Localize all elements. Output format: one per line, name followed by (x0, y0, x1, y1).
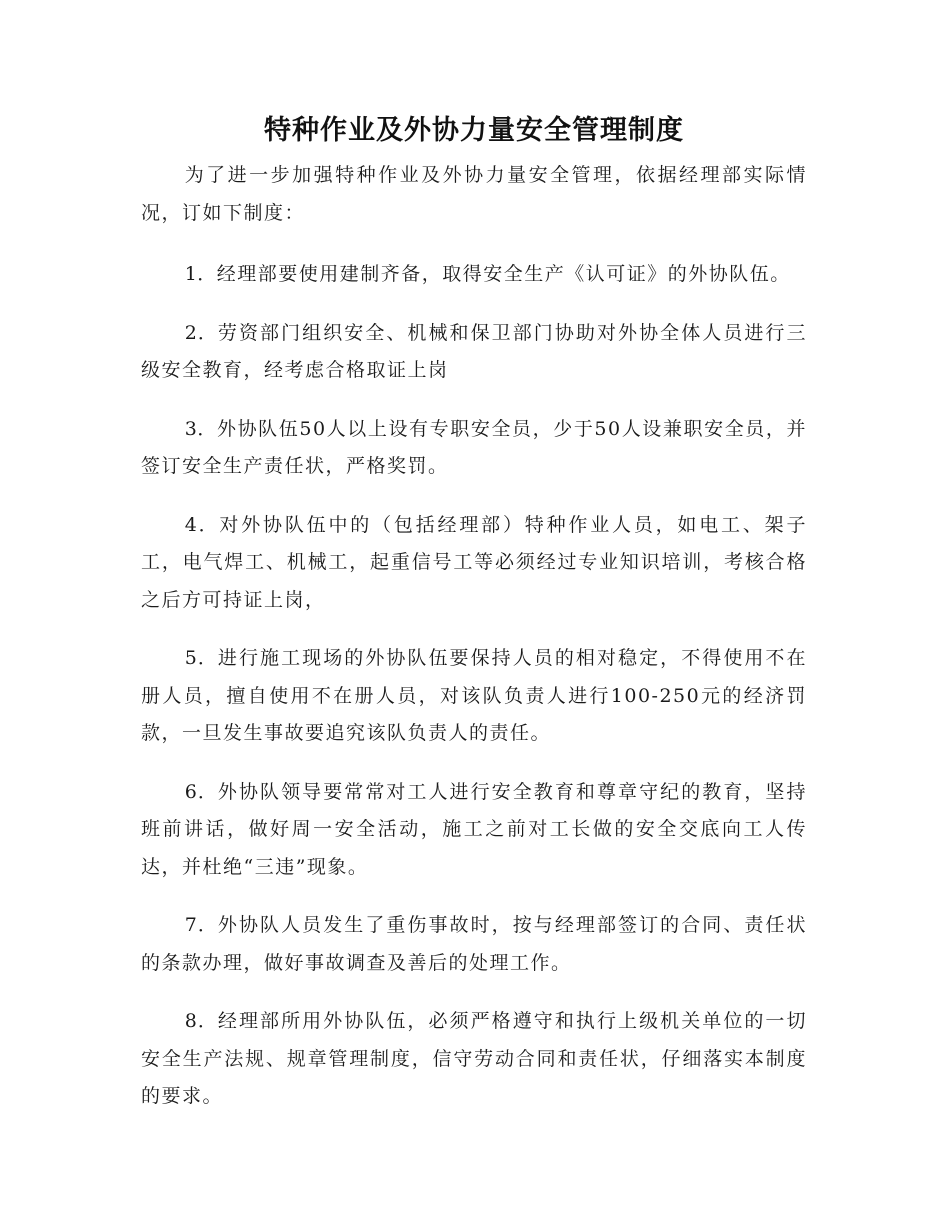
rule-text: 对外协队伍中的（包括经理部）特种作业人员，如电工、架子工，电气焊工、机械工，起重信号工等必须经过专业知识培训，考核合格之后方可持证上岗， (141, 513, 807, 611)
rule-item-5 (141, 640, 807, 753)
rule-item-4 (141, 507, 807, 620)
rule-item-7 (141, 907, 807, 982)
rule-item-1 (141, 256, 807, 294)
rule-item-2 (141, 315, 807, 390)
rule-item-8 (141, 1003, 807, 1116)
rule-number: 5． (184, 647, 218, 669)
rule-text: 外协队人员发生了重伤事故时，按与经理部签订的合同、责任状的条款办理，做好事故调查及善后的处理工作。 (141, 914, 807, 974)
rule-number: 2． (184, 321, 218, 344)
rule-number: 4． (184, 513, 220, 536)
rule-text: 外协队伍50人以上设有专职安全员，少于50人设兼职安全员，并签订安全生产责任状，严格奖罚。 (141, 417, 808, 477)
rule-number: 8． (184, 1010, 218, 1032)
rule-number: 1． (184, 263, 217, 285)
rule-text: 进行施工现场的外协队伍要保持人员的相对稳定，不得使用不在册人员，擅自使用不在册人员，对该队负责人进行100-250元的经济罚款，一旦发生事故要追究该队负责人的责任。 (141, 647, 807, 744)
rule-number: 3． (184, 417, 217, 440)
rule-number: 7． (184, 914, 218, 936)
rule-item-3 (141, 411, 807, 486)
document-title: 特种作业及外协力量安全管理制度 (264, 115, 684, 146)
rule-text: 经理部所用外协队伍，必须严格遵守和执行上级机关单位的一切安全生产法规、规章管理制度，信守劳动合同和责任状，仔细落实本制度的要求。 (141, 1010, 807, 1107)
rule-number: 6． (184, 780, 218, 803)
rule-item-6 (141, 774, 807, 887)
intro-paragraph: 为了进一步加强特种作业及外协力量安全管理，依据经理部实际情况，订如下制度： (141, 164, 807, 224)
rule-text: 经理部要使用建制齐备，取得安全生产《认可证》的外协队伍。 (216, 263, 791, 285)
rule-text: 劳资部门组织安全、机械和保卫部门协助对外协全体人员进行三级安全教育，经考虑合格取证上岗 (141, 321, 807, 381)
rule-text: 外协队领导要常常对工人进行安全教育和尊章守纪的教育，坚持班前讲话，做好周一安全活动，施工之前对工长做的安全交底向工人传达，并杜绝“三违”现象。 (141, 780, 807, 878)
